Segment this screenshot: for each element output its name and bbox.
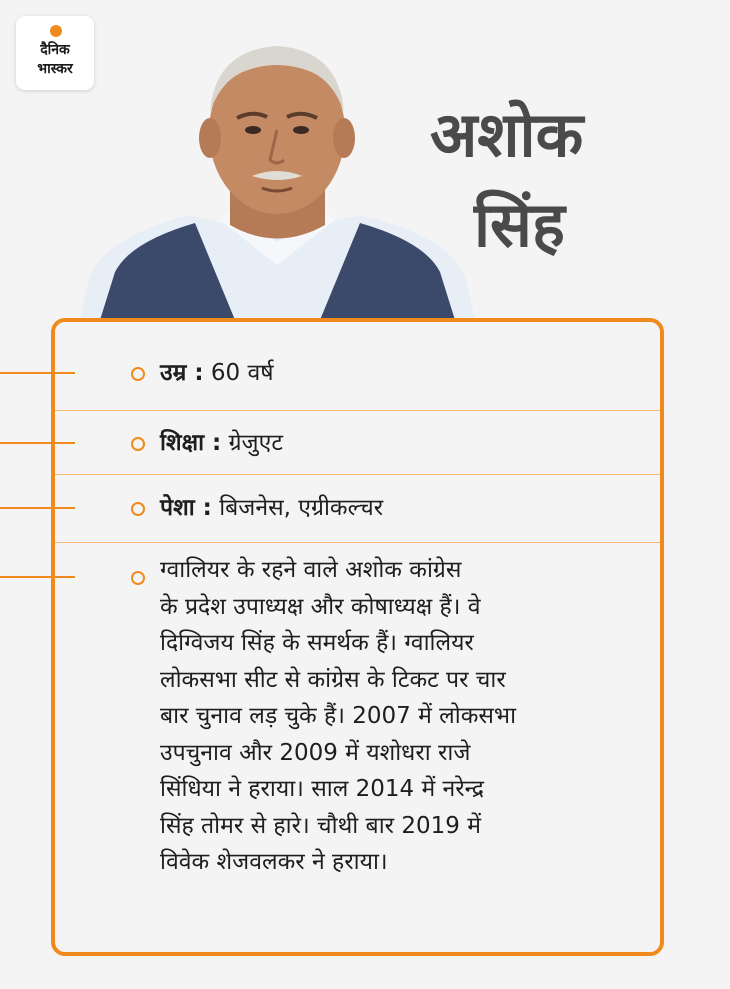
bio-text — [160, 552, 640, 881]
portrait-photo — [70, 20, 480, 320]
bullet-ring-icon — [131, 367, 145, 381]
bio-line: दिग्विजय सिंह के समर्थक हैं। ग्वालियर — [160, 630, 474, 656]
bio-row — [55, 542, 660, 942]
bio-line: ग्वालियर के रहने वाले अशोक कांग्रेस — [160, 557, 462, 583]
bio-line: सिंह तोमर से हारे। चौथी बार 2019 में — [160, 812, 481, 839]
bullet-ring-icon — [131, 437, 145, 451]
row-connector-line — [0, 372, 75, 374]
bio-line: उपचुनाव और 2009 में यशोधरा राजे — [160, 739, 471, 766]
age-label: उम्र : — [160, 360, 204, 386]
profile-info-card — [51, 318, 664, 956]
bullet-ring-icon — [131, 502, 145, 516]
education-row — [55, 410, 660, 475]
logo-text-line2: भास्कर — [37, 61, 73, 77]
age-value: 60 वर्ष — [210, 360, 274, 386]
bio-line: लोकसभा सीट से कांग्रेस के टिकट पर चार — [160, 666, 506, 693]
logo-text-line1: दैनिक — [40, 42, 70, 58]
profession-label: पेशा : — [160, 495, 212, 521]
education-label: शिक्षा : — [160, 430, 222, 456]
age-row — [55, 322, 660, 411]
person-name-first: अशोक — [430, 98, 584, 171]
row-connector-line — [0, 442, 75, 444]
profession-row — [55, 474, 660, 543]
bio-line: विवेक शेजवलकर ने हराया। — [160, 849, 388, 875]
profession-field — [160, 493, 383, 523]
row-connector-line — [0, 576, 75, 578]
bullet-ring-icon — [131, 571, 145, 585]
bio-line: बार चुनाव लड़ चुके हैं। 2007 में लोकसभा — [160, 703, 517, 729]
logo-sun-dot-icon — [50, 25, 62, 37]
bio-line: सिंधिया ने हराया। साल 2014 में नरेन्द्र — [160, 776, 485, 802]
education-field — [160, 428, 283, 458]
person-name-last: सिंह — [474, 188, 565, 261]
row-connector-line — [0, 507, 75, 509]
age-field — [160, 358, 274, 388]
profession-value: बिजनेस, एग्रीकल्चर — [219, 495, 384, 521]
bio-line: के प्रदेश उपाध्यक्ष और कोषाध्यक्ष हैं। वे — [160, 593, 481, 620]
education-value: ग्रेजुएट — [228, 430, 283, 456]
